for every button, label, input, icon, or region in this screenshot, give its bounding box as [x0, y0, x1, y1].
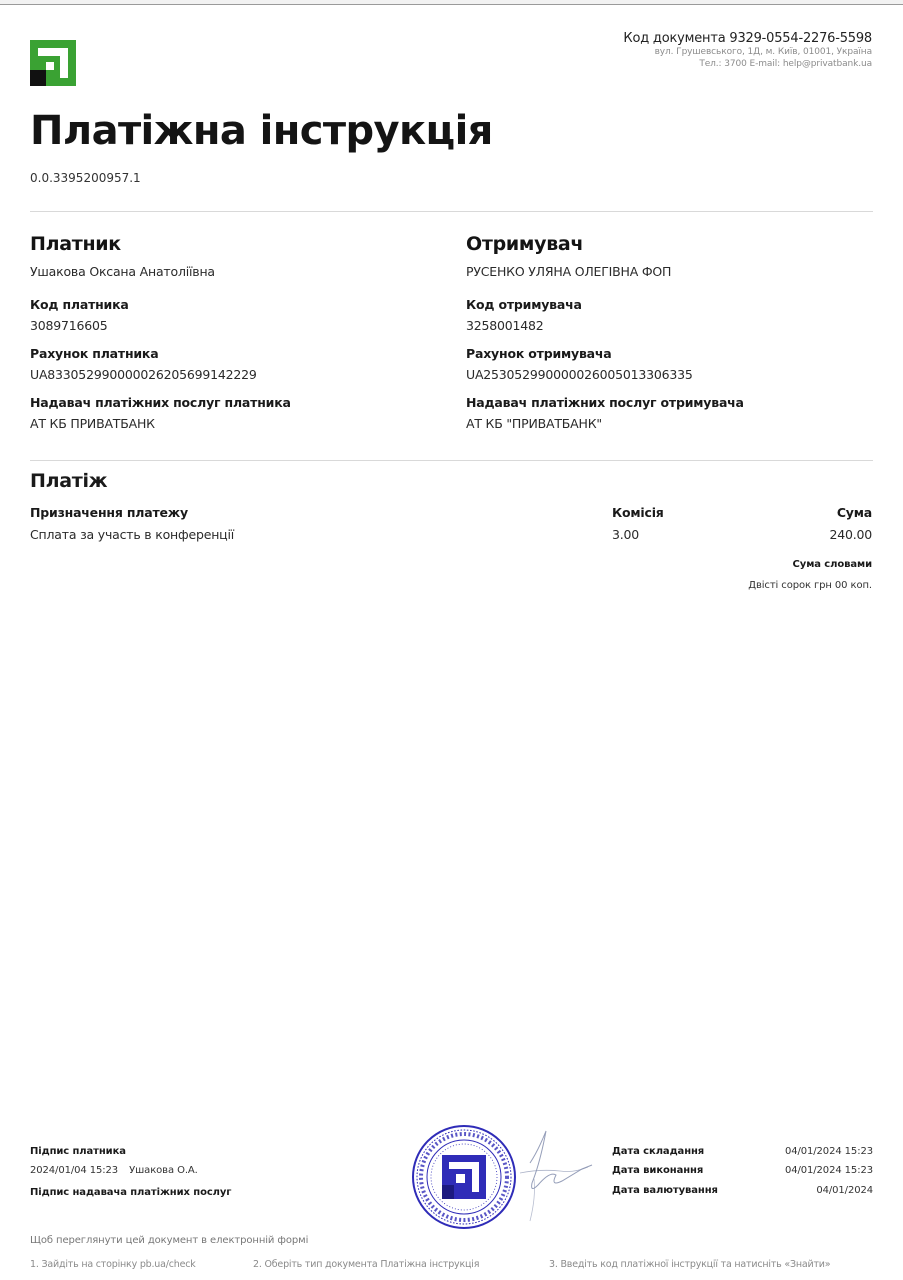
payer-code-value: 3089716605 [30, 318, 108, 333]
provider-signature-label: Підпис надавача платіжних послуг [30, 1187, 232, 1198]
page-title: Платіжна інструкція [30, 108, 493, 154]
privatbank-logo-icon [30, 40, 76, 86]
date-value: 04/01/2024 [816, 1185, 873, 1196]
recipient-provider-value: АТ КБ "ПРИВАТБАНК" [466, 416, 602, 431]
footer-step-3: 3. Введіть код платіжної інструкції та натисніть «Знайти» [549, 1259, 831, 1270]
recipient-name: РУСЕНКО УЛЯНА ОЛЕГІВНА ФОП [466, 264, 672, 279]
footer-step-1: 1. Зайдіть на сторінку pb.ua/check [30, 1259, 196, 1270]
date-label: Дата виконання [612, 1165, 704, 1176]
amount-words-label: Сума словами [792, 559, 872, 570]
payer-provider-value: АТ КБ ПРИВАТБАНК [30, 416, 155, 431]
footer-step-2: 2. Оберіть тип документа Платіжна інструкція [253, 1259, 480, 1270]
commission-value: 3.00 [612, 527, 640, 542]
bank-contacts: Тел.: 3700 E-mail: help@privatbank.ua [699, 59, 872, 69]
recipient-title: Отримувач [466, 233, 584, 255]
date-label: Дата валютування [612, 1185, 718, 1196]
commission-label: Комісія [612, 505, 664, 520]
recipient-provider-label: Надавач платіжних послуг отримувача [466, 395, 744, 410]
payer-code-label: Код платника [30, 297, 129, 312]
payer-signature [30, 1165, 206, 1176]
payment-title: Платіж [30, 470, 108, 492]
purpose-value: Сплата за участь в конференції [30, 527, 235, 542]
recipient-code-label: Код отримувача [466, 297, 582, 312]
payer-title: Платник [30, 233, 121, 255]
recipient-code-value: 3258001482 [466, 318, 544, 333]
date-value: 04/01/2024 15:23 [784, 1146, 873, 1157]
amount-value: 240.00 [829, 527, 872, 542]
payer-signature-name: Ушакова О.А. [129, 1165, 198, 1176]
payer-signature-datetime: 2024/01/04 15:23 [30, 1165, 119, 1176]
date-value: 04/01/2024 15:23 [784, 1165, 873, 1176]
payer-signature-label: Підпис платника [30, 1146, 126, 1157]
divider [30, 460, 873, 461]
date-label: Дата складання [612, 1146, 705, 1157]
bank-address: вул. Грушевського, 1Д, м. Київ, 01001, Україна [654, 47, 872, 57]
footer-note: Щоб переглянути цей документ в електронній формі [30, 1235, 309, 1246]
recipient-section [466, 233, 866, 431]
bank-stamp-icon [409, 1123, 519, 1231]
document-number: 0.0.3395200957.1 [30, 171, 141, 185]
amount-label: Сума [836, 505, 872, 520]
payer-section [30, 233, 430, 431]
document-header [623, 31, 872, 70]
payer-provider-label: Надавач платіжних послуг платника [30, 395, 291, 410]
divider [30, 211, 873, 212]
document-page [0, 4, 903, 1280]
payer-name: Ушакова Оксана Анатоліївна [30, 264, 215, 279]
payer-account-label: Рахунок платника [30, 346, 159, 361]
recipient-account-value: UA253052990000026005013306335 [466, 367, 693, 382]
recipient-account-label: Рахунок отримувача [466, 346, 612, 361]
document-code: Код документа 9329-0554-2276-5598 [623, 31, 872, 46]
purpose-label: Призначення платежу [30, 505, 188, 520]
payer-account-value: UA833052990000026205699142229 [30, 367, 257, 382]
amount-words-value: Двісті сорок грн 00 коп. [748, 580, 872, 591]
handwritten-signature-icon [510, 1123, 600, 1231]
